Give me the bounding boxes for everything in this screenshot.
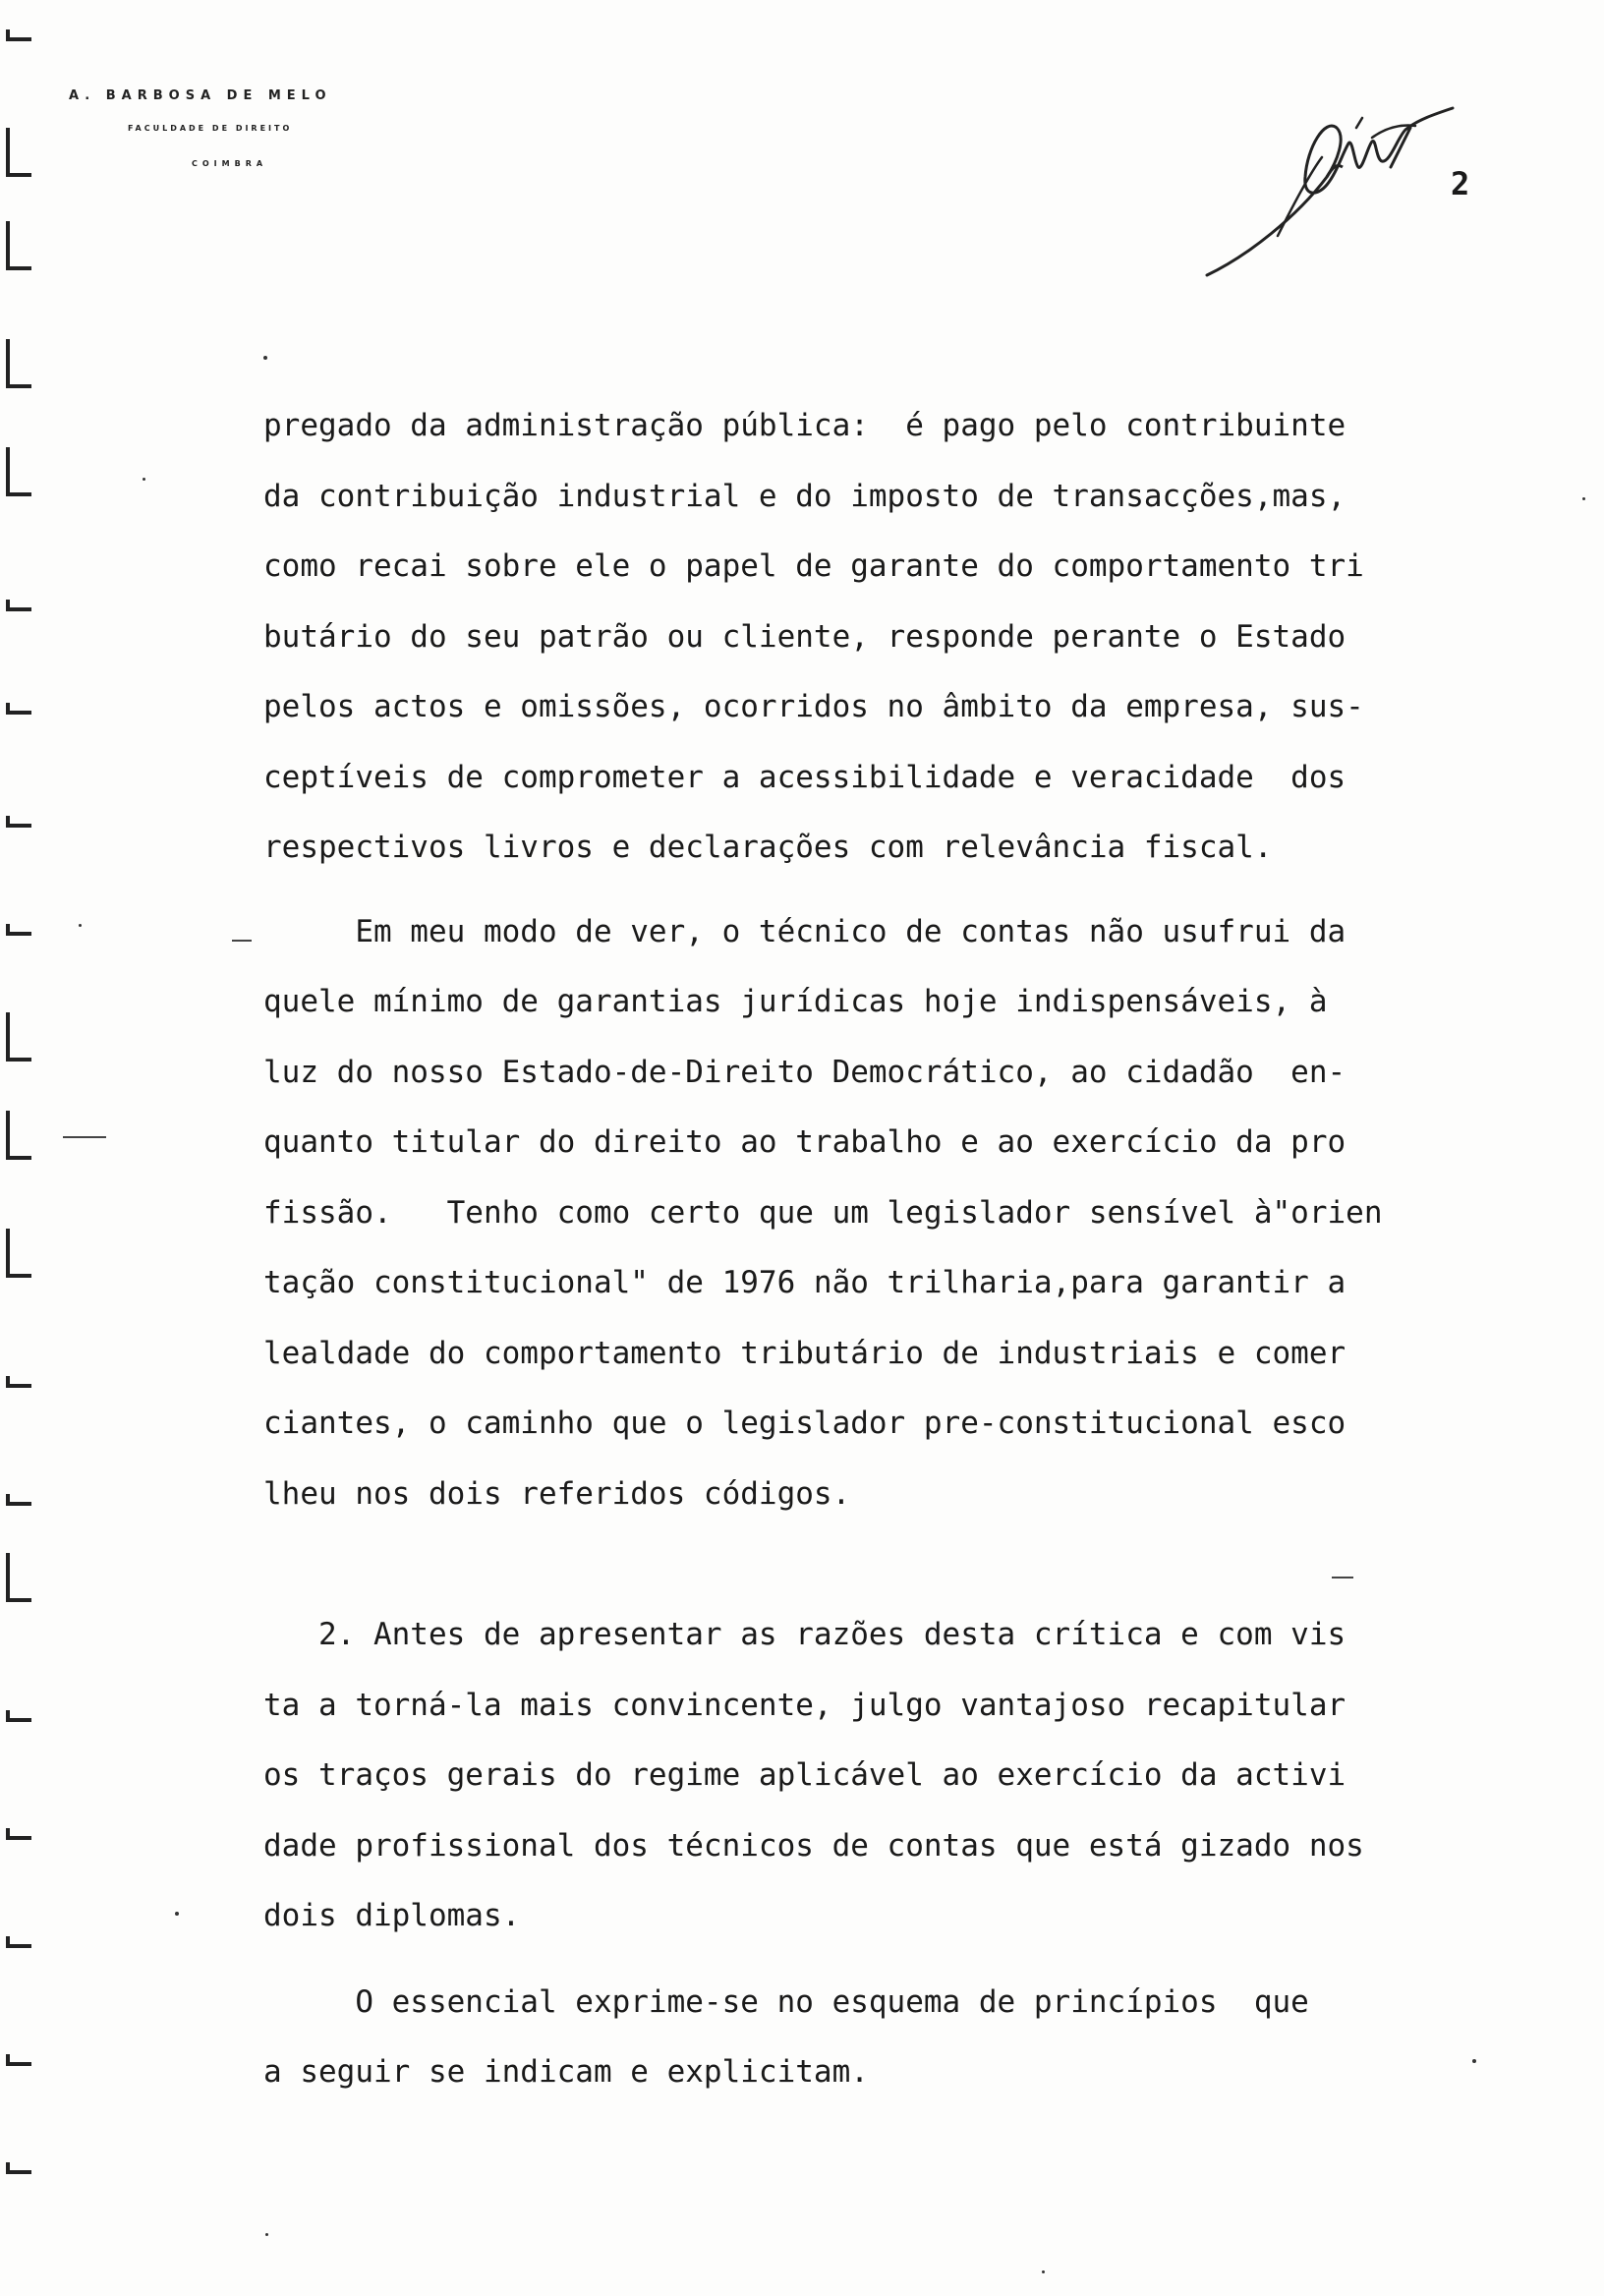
text-line: como recai sobre ele o papel de garante do comportamento tri <box>263 548 1364 584</box>
binding-mark <box>6 703 31 715</box>
text-line: os traços gerais do regime aplicável ao exercício da activi <box>263 1757 1346 1793</box>
scan-speck <box>263 356 267 360</box>
binding-mark <box>6 1828 31 1840</box>
scan-speck <box>143 478 145 481</box>
binding-mark <box>6 29 31 41</box>
handwritten-signature <box>1189 69 1474 285</box>
text-line: butário do seu patrão ou cliente, responde perante o Estado <box>263 618 1346 655</box>
scan-speck <box>1582 497 1585 500</box>
page-number: 2 <box>1451 165 1470 202</box>
text-line: da contribuição industrial e do imposto de transacções,mas, <box>263 478 1346 514</box>
text-line: lealdade do comportamento tributário de industriais e comer <box>263 1335 1346 1371</box>
binding-mark <box>6 1376 31 1388</box>
text-line: 2. Antes de apresentar as razões desta crítica e com vis <box>263 1617 1346 1652</box>
letterhead-institution: FACULDADE DE DIREITO <box>128 124 293 133</box>
binding-mark <box>6 2054 31 2066</box>
binding-mark <box>6 447 31 496</box>
scan-speck <box>1472 2059 1476 2063</box>
text-line: respectivos livros e declarações com relevância fiscal. <box>263 830 1273 865</box>
scan-speck <box>1042 2270 1045 2273</box>
text-line: dois diplomas. <box>263 1898 521 1933</box>
binding-mark <box>6 1494 31 1506</box>
text-line: dade profissional dos técnicos de contas que está gizado nos <box>263 1827 1364 1864</box>
text-line: ta a torná-la mais convincente, julgo vantajoso recapitular <box>263 1687 1346 1723</box>
binding-mark <box>6 221 31 270</box>
binding-mark <box>6 816 31 828</box>
binding-marks <box>0 0 39 2296</box>
margin-mark <box>63 1136 106 1138</box>
binding-mark <box>6 1012 31 1062</box>
text-line: a seguir se indicam e explicitam. <box>263 2054 869 2090</box>
binding-mark <box>6 600 31 611</box>
text-line: O essencial exprime-se no esquema de princípios que <box>263 1983 1309 2020</box>
text-line: ceptíveis de comprometer a acessibilidade e veracidade dos <box>263 759 1346 795</box>
text-line: pelos actos e omissões, ocorridos no âmbito da empresa, sus- <box>263 689 1364 724</box>
text-line: pregado da administração pública: é pago pelo contribuinte <box>263 408 1346 443</box>
text-line: lheu nos dois referidos códigos. <box>263 1475 851 1512</box>
margin-mark <box>232 940 252 942</box>
text-line: quele mínimo de garantias jurídicas hoje indispensáveis, à <box>263 984 1328 1019</box>
text-line: fissão. Tenho como certo que um legislador sensível à"orien <box>263 1194 1383 1231</box>
binding-mark <box>6 1553 31 1602</box>
paragraph <box>263 897 1472 1530</box>
binding-mark <box>6 1111 31 1160</box>
letterhead-city: COIMBRA <box>192 159 268 168</box>
binding-mark <box>6 1229 31 1278</box>
binding-mark <box>6 339 31 388</box>
binding-mark <box>6 128 31 177</box>
paragraph <box>263 1600 1472 1952</box>
paragraph <box>263 391 1472 884</box>
binding-mark <box>6 1710 31 1722</box>
scan-speck <box>175 1912 179 1916</box>
body-text <box>263 391 1472 2108</box>
text-line: tação constitucional" de 1976 não trilharia,para garantir a <box>263 1265 1346 1300</box>
text-line: quanto titular do direito ao trabalho e ao exercício da pro <box>263 1124 1346 1160</box>
paragraph <box>263 1968 1472 2108</box>
binding-mark <box>6 2162 31 2174</box>
text-line: Em meu modo de ver, o técnico de contas não usufrui da <box>263 913 1346 949</box>
text-line: ciantes, o caminho que o legislador pre-constitucional esco <box>263 1406 1346 1441</box>
binding-mark <box>6 1936 31 1948</box>
scan-speck <box>265 2233 268 2236</box>
text-line: luz do nosso Estado-de-Direito Democrático, ao cidadão en- <box>263 1054 1346 1090</box>
letterhead-name: A. BARBOSA DE MELO <box>69 88 332 103</box>
binding-mark <box>6 924 31 936</box>
scan-speck <box>79 924 82 927</box>
margin-mark <box>1332 1577 1353 1578</box>
